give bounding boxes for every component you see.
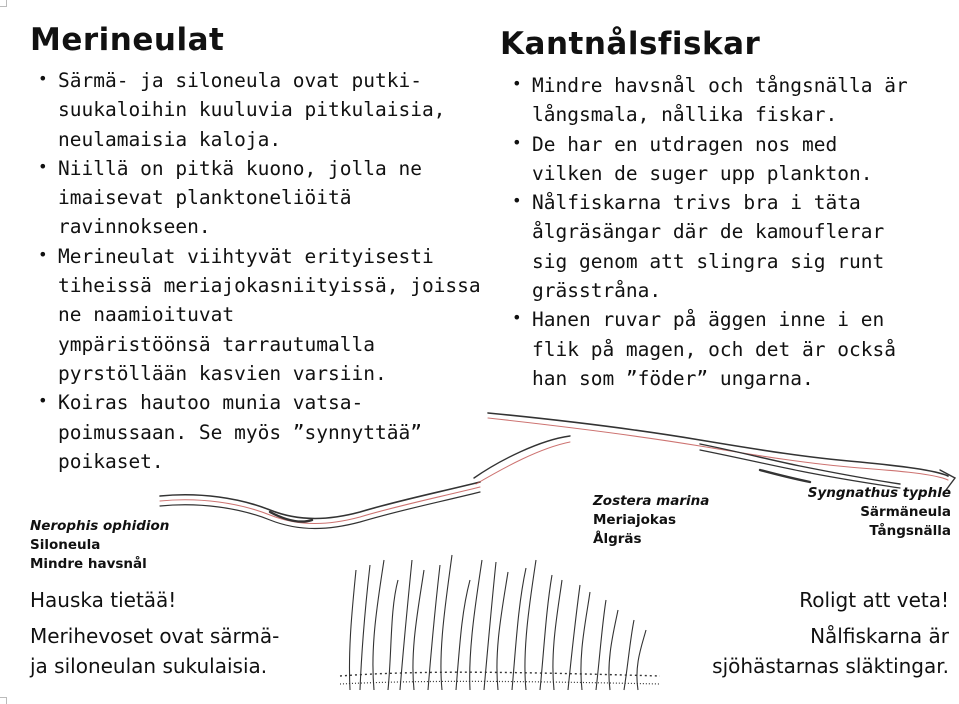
left-bullet-text: Merineulat viihtyvät erityisesti tiheissä meriajokasniityissä, joissa ne naamioituvat ympäristöönsä tarrautumalla pyrstöllään kasvien varsiin.: [58, 244, 481, 385]
trivia-finnish-heading: Hauska tietää!: [30, 588, 177, 612]
left-bullet-item: • Niillä on pitkä kuono, jolla ne imaisevat planktoneliöitä ravinnokseen.: [38, 156, 422, 239]
right-bullet-item: • De har en utdragen nos med vilken de suger upp plankton.: [512, 132, 873, 185]
nerophis-label: [30, 517, 169, 574]
trivia-finnish: [30, 585, 279, 681]
right-bullet-text: Nålfiskarna trivs bra i täta ålgräsängar där de kamouflerar sig genom att slingra sig runt grässtråna.: [532, 191, 885, 303]
syngnathus-fish-illustration: [488, 413, 955, 490]
nerophis-swedish-name: Mindre havsnål: [30, 556, 147, 572]
nerophis-finnish-name: Siloneula: [30, 537, 101, 553]
syngnathus-swedish-name: Tångsnälla: [869, 523, 951, 539]
zostera-seagrass-illustration: [340, 555, 660, 690]
trivia-swedish-text: Nålfiskarna är sjöhästarnas släktingar.: [712, 624, 949, 678]
syngnathus-scientific-name: Syngnathus typhle: [807, 485, 951, 501]
trivia-swedish-heading: Roligt att veta!: [799, 588, 949, 612]
trivia-swedish: [712, 585, 949, 681]
left-bullet-item: • Merineulat viihtyvät erityisesti tiheissä meriajokasniityissä, joissa ne naamioituvat ympäristöönsä tarrautumalla pyrstöllään kasvien varsiin.: [38, 244, 481, 385]
right-bullet-item: • Hanen ruvar på äggen inne i en flik på magen, och det är också han som ”föder” ungarna.: [512, 308, 896, 390]
left-title: Merineulat: [30, 22, 225, 58]
right-bullet-item: • Nålfiskarna trivs bra i täta ålgräsängar där de kamouflerar sig genom att slingra sig runt grässtråna.: [512, 191, 885, 303]
right-title: Kantnålsfiskar: [500, 26, 761, 62]
right-bullet-text: Mindre havsnål och tångsnälla är långsmala, nållika fiskar.: [532, 74, 908, 127]
syngnathus-finnish-name: Särmäneula: [860, 504, 951, 520]
right-bullet-text: De har en utdragen nos med vilken de suger upp plankton.: [532, 132, 873, 185]
syngnathus-label: [808, 484, 951, 541]
left-bullet-item: • Koiras hautoo munia vatsa- poimussaan. Se myös ”synnyttää” poikaset.: [38, 391, 422, 473]
left-bullet-item: • Särmä- ja siloneula ovat putki- suukaloihin kuuluvia pitkulaisia, neulamaisia kaloja.: [38, 69, 446, 151]
right-bullet-item: • Mindre havsnål och tångsnälla är långsmala, nållika fiskar.: [512, 74, 908, 127]
left-bullet-text: Särmä- ja siloneula ovat putki- suukaloihin kuuluvia pitkulaisia, neulamaisia kaloja.: [58, 69, 446, 151]
nerophis-scientific-name: Nerophis ophidion: [30, 518, 170, 534]
zostera-swedish-name: Ålgräs: [593, 531, 642, 547]
left-bullet-text: Koiras hautoo munia vatsa- poimussaan. Se myös ”synnyttää” poikaset.: [58, 391, 422, 473]
zostera-finnish-name: Meriajokas: [593, 512, 677, 528]
trivia-finnish-text: Merihevoset ovat särmä- ja siloneulan sukulaisia.: [30, 624, 280, 678]
zostera-label: [593, 492, 709, 549]
left-bullet-text: Niillä on pitkä kuono, jolla ne imaisevat planktoneliöitä ravinnokseen.: [58, 156, 422, 239]
zostera-scientific-name: Zostera marina: [593, 493, 710, 509]
right-bullet-text: Hanen ruvar på äggen inne i en flik på magen, och det är också han som ”föder” ungarna.: [532, 308, 896, 390]
nerophis-fish-illustration: [160, 436, 570, 529]
